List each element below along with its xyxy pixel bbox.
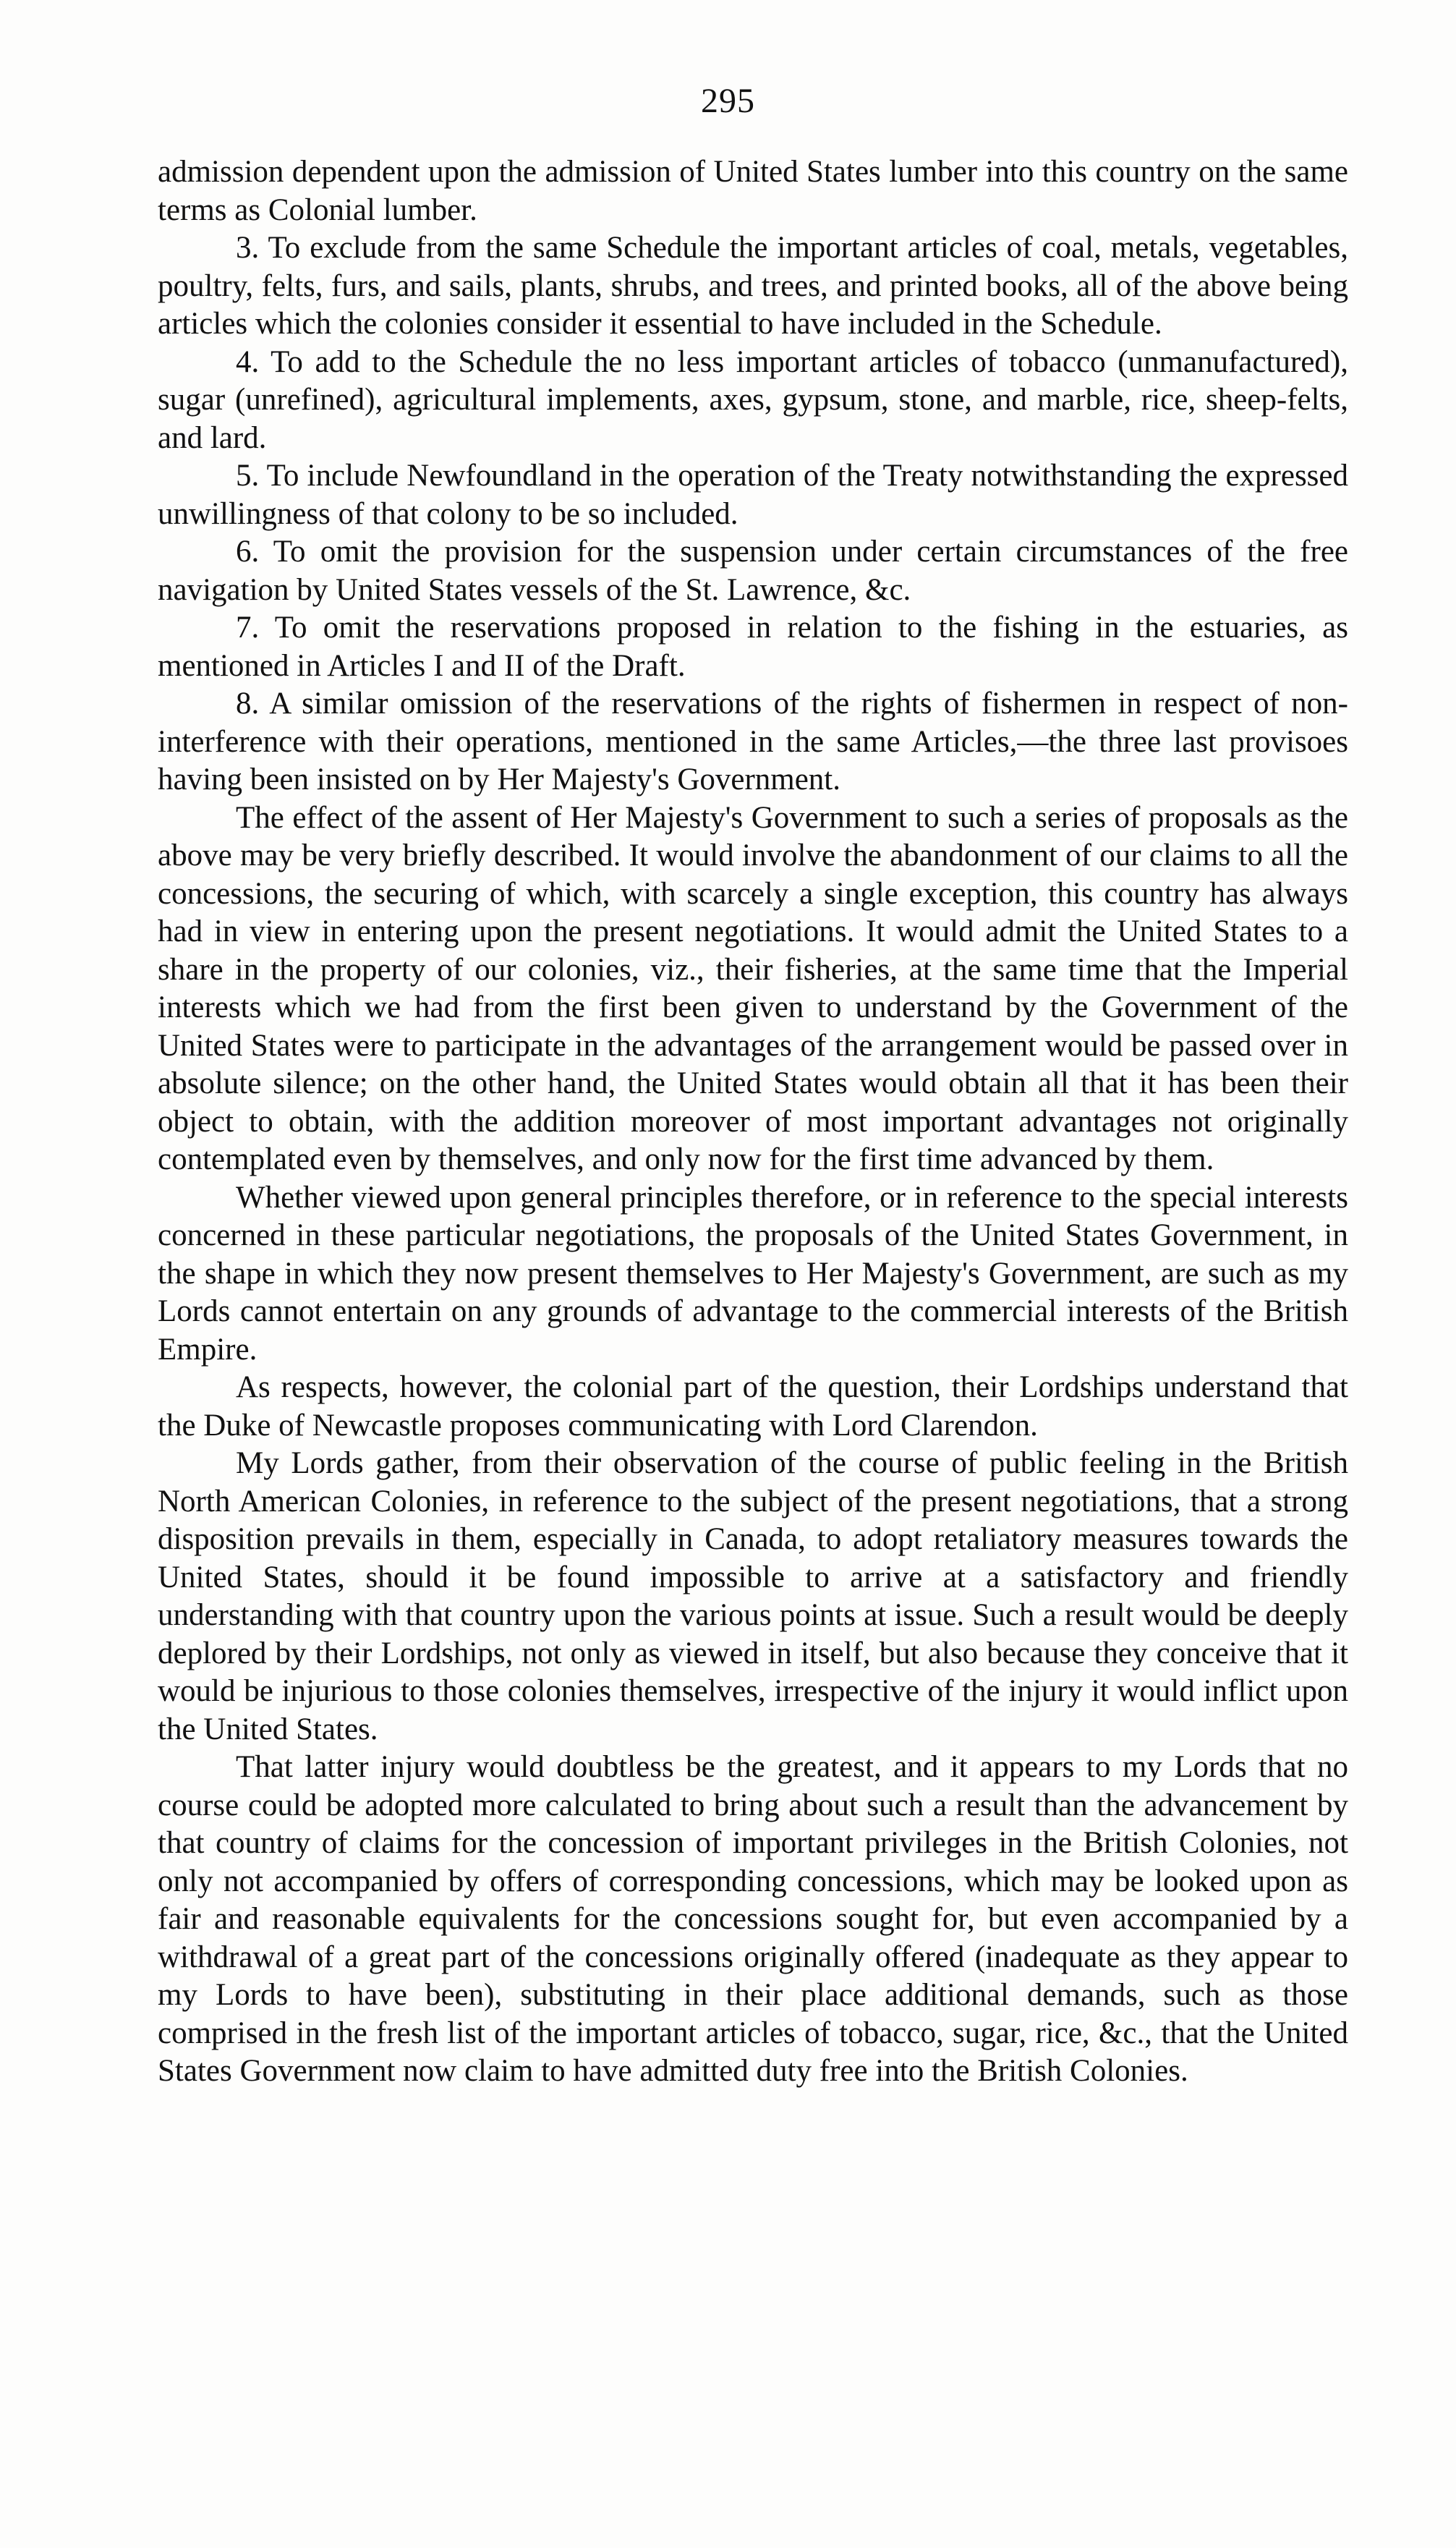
page-number: 295 <box>701 82 755 120</box>
paragraph-general-principles: Whether viewed upon general principles therefore, or in reference to the special interests concerned in these particular negotiations, the proposals of the United States Government, in the shape in which they now present themselves to Her Majesty's Government, are such as my Lords cannot entertain on any grounds of advantage to the commercial interests of the British Empire. <box>158 1180 1348 1367</box>
paragraph-item-5: 5. To include Newfoundland in the operation of the Treaty notwithstanding the expressed unwillingness of that colony to be so included. <box>158 459 1348 531</box>
paragraph-colonial-part: As respects, however, the colonial part of the question, their Lordships understand that the Duke of Newcastle proposes communicating with Lord Clarendon. <box>158 1370 1348 1443</box>
paragraph-continuation: admission dependent upon the admission of United States lumber into this country on the same terms as Colonial lumber. <box>158 155 1348 227</box>
paragraph-effect-of-assent: The effect of the assent of Her Majesty's Government to such a series of proposals as the above may be very briefly described. It would involve the abandonment of our claims to all the concessions, the securing of which, with scarcely a single exception, this country has always had in view in entering upon the present negotiations. It would admit the United States to a share in the property of our colonies, viz., their fisheries, at the same time that the Imperial interests which we had from the first been given to understand by the Government of the United States were to participate in the advantages of the arrangement would be passed over in absolute silence; on the other hand, the United States would obtain all that it has been their object to obtain, with the addition moreover of most important advantages not originally contemplated even by themselves, and only now for the first time advanced by them. <box>158 800 1348 1176</box>
paragraph-item-3: 3. To exclude from the same Schedule the important articles of coal, metals, vegetables, poultry, felts, furs, and sails, plants, shrubs, and trees, and printed books, all of the above being articles which the colonies consider it essential to have included in the Schedule. <box>158 231 1348 341</box>
paragraph-latter-injury: That latter injury would doubtless be the greatest, and it appears to my Lords that no course could be adopted more calculated to bring about such a result than the advancement by that country of claims for the concession of important privileges in the British Colonies, not only not accompanied by offers of corresponding concessions, which may be looked upon as fair and reasonable equivalents for the concessions sought for, but even accompanied by a withdrawal of a great part of the concessions originally offered (inadequate as they appear to my Lords to have been), substituting in their place additional demands, such as those comprised in the fresh list of the important articles of tobacco, sugar, rice, &c., that the United States Government now claim to have admitted duty free into the British Colonies. <box>158 1750 1348 2088</box>
paragraph-item-4: 4. To add to the Schedule the no less important articles of tobacco (unmanufactured), sugar (unrefined), agricultural implements, axes, gypsum, stone, and marble, rice, sheep-felts, and lard. <box>158 344 1348 455</box>
paragraph-item-7: 7. To omit the reservations proposed in relation to the fishing in the estuaries, as mentioned in Articles I and II of the Draft. <box>158 611 1348 683</box>
paragraph-item-8: 8. A similar omission of the reservations of the rights of fishermen in respect of non-interference with their operations, mentioned in the same Articles,—the three last provisoes having been insisted on by Her Majesty's Government. <box>158 687 1348 797</box>
paragraph-item-6: 6. To omit the provision for the suspension under certain circumstances of the free navigation by United States vessels of the St. Lawrence, &c. <box>158 535 1348 607</box>
body-text <box>158 153 1348 2091</box>
paragraph-public-feeling: My Lords gather, from their observation of the course of public feeling in the British North American Colonies, in reference to the subject of the present negotiations, that a strong disposition prevails in them, especially in Canada, to adopt retaliatory measures towards the United States, should it be found impossible to arrive at a satisfactory and friendly understanding with that country upon the various points at issue. Such a result would be deeply deplored by their Lordships, not only as viewed in itself, but also because they conceive that it would be injurious to those colonies themselves, irrespective of the injury it would inflict upon the United States. <box>158 1446 1348 1746</box>
